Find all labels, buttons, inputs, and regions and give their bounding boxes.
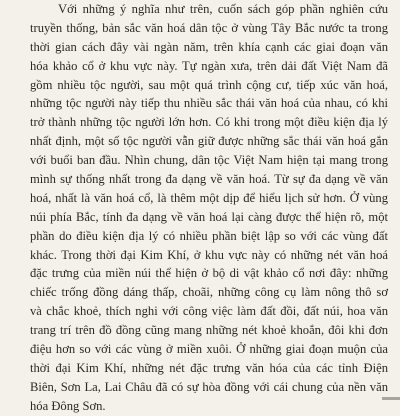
page-edge-mark xyxy=(382,397,400,400)
text-line: núi phía Bắc, tính đa dạng về văn hoá lại càng được thể hiện rõ, một xyxy=(30,209,388,224)
text-line: khác. Trong thời đại Kim Khí, ở khu vực này có những nét văn hoá xyxy=(30,247,388,262)
text-line: trở thành những tộc người lớn hơn. Có khi trong một điều kiện địa lý xyxy=(30,115,388,130)
text-line: nhất định, một số tộc người vẫn giữ được những sắc thái văn hoá gắn xyxy=(30,134,388,149)
text-line: trang trí trên đồ đồng cũng mang những nét khoẻ khoắn, đôi khi đơn xyxy=(30,323,388,338)
text-line: hóa Đông Sơn. xyxy=(30,398,106,413)
text-line: chiếc trống đồng dáng thấp, choãi, những công cụ làm nông thô sơ xyxy=(30,285,388,300)
text-line: Biên, Sơn La, Lai Châu đã có sự hòa đồng với cái chung của nền văn xyxy=(30,379,388,394)
text-line: và chắc khoẻ, thích nghi với công việc làm đất đồi, đất núi, hoa văn xyxy=(30,304,388,319)
text-line: hoá, nhất là văn hoá cổ, là thêm một dịp để hiểu lịch sử hơn. Ở vùng xyxy=(30,190,388,205)
text-line: với buổi ban đầu. Nhìn chung, dân tộc Việt Nam hiện tại mang trong xyxy=(30,153,388,168)
text-line: thời đại Kim Khí, những nét đặc trưng văn hóa của các tỉnh Điện xyxy=(30,360,388,375)
text-line: hóa khảo cổ ở khu vực này. Tự ngàn xưa, trên dải đất Việt Nam đã xyxy=(30,58,388,73)
text-line: mình sự thống nhất trong đa dạng về văn hoá. Từ sự đa dạng về văn xyxy=(30,172,388,187)
body-paragraph xyxy=(30,0,388,416)
text-line: Với những ý nghĩa như trên, cuốn sách góp phần nghiên cứu xyxy=(58,2,388,16)
text-line: điệu hơn so với các vùng ở miền xuôi. Ở những giai đoạn muộn của xyxy=(30,342,388,357)
text-line: truyền thống, bản sắc văn hoá dân tộc ở vùng Tây Bắc nước ta trong xyxy=(30,20,388,35)
text-line: những tộc người này tiếp thu nhiều sắc thái văn hoá của nhau, có khi xyxy=(30,96,388,111)
text-line: phần do điều kiện địa lý có nhiều phần biệt lập so với các vùng đất xyxy=(30,228,388,243)
text-line: thời gian cách đây vài ngàn năm, trên khía cạnh các giai đoạn văn xyxy=(30,39,388,54)
text-line: đặc trưng của miền núi thể hiện ở bộ di vật khảo cổ nơi đây: những xyxy=(30,266,388,281)
text-line: gồm nhiều tộc người, sau một quá trình cộng cư, tiếp xúc văn hoá, xyxy=(30,77,388,92)
